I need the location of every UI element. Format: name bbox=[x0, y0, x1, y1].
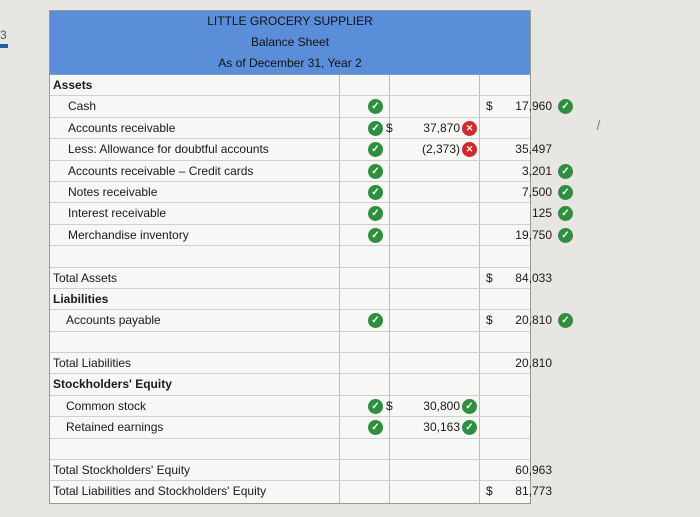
total-equity-amount[interactable]: 60,963 bbox=[515, 463, 552, 478]
total-assets-amount[interactable]: 84,033 bbox=[515, 270, 552, 285]
check-icon: ✓ bbox=[368, 99, 383, 114]
ap-amount[interactable]: 20,810 bbox=[515, 313, 552, 328]
ar-cc-label[interactable]: Accounts receivable – Credit cards bbox=[50, 161, 340, 181]
dollar-sign: $ bbox=[486, 484, 493, 499]
check-icon: ✓ bbox=[462, 399, 477, 414]
ar-cc-amount[interactable]: 3,201 bbox=[521, 163, 552, 178]
check-icon: ✓ bbox=[368, 228, 383, 243]
allowance-amount[interactable]: (2,373) bbox=[421, 142, 460, 157]
check-icon: ✓ bbox=[368, 164, 383, 179]
row-common-stock bbox=[50, 396, 530, 417]
ar-amount[interactable]: 37,870 bbox=[423, 120, 460, 135]
interest-label[interactable]: Interest receivable bbox=[50, 203, 340, 223]
check-icon: ✓ bbox=[368, 185, 383, 200]
statement-date: As of December 31, Year 2 bbox=[218, 56, 362, 70]
statement-name: Balance Sheet bbox=[250, 35, 330, 49]
row-allowance bbox=[50, 139, 552, 160]
dollar-sign: $ bbox=[386, 398, 393, 413]
dollar-sign: $ bbox=[386, 120, 393, 135]
check-icon: ✓ bbox=[558, 164, 573, 179]
total-liabilities-equity-label[interactable]: Total Liabilities and Stockholders' Equity bbox=[50, 481, 340, 502]
dollar-sign: $ bbox=[486, 313, 493, 328]
check-icon: ✓ bbox=[368, 206, 383, 221]
check-icon: ✓ bbox=[368, 313, 383, 328]
row-accounts-receivable bbox=[50, 118, 530, 139]
row-total-liabilities-equity bbox=[50, 481, 552, 502]
cross-icon: ✕ bbox=[462, 121, 477, 136]
check-icon: ✓ bbox=[558, 206, 573, 221]
sheet-header bbox=[50, 11, 530, 75]
row-ar-credit-cards bbox=[50, 161, 570, 182]
row-accounts-payable bbox=[50, 310, 570, 331]
common-stock-label[interactable]: Common stock bbox=[50, 396, 340, 416]
total-liabilities-equity-amount[interactable]: 81,773 bbox=[515, 484, 552, 499]
liabilities-heading: Liabilities bbox=[50, 289, 340, 309]
total-assets-label[interactable]: Total Assets bbox=[50, 268, 340, 288]
check-icon: ✓ bbox=[558, 228, 573, 243]
company-name: LITTLE GROCERY SUPPLIER bbox=[207, 14, 373, 28]
check-icon: ✓ bbox=[462, 420, 477, 435]
retained-earnings-amount[interactable]: 30,163 bbox=[423, 420, 460, 435]
equity-heading: Stockholders' Equity bbox=[50, 374, 340, 394]
cash-amount[interactable]: 17,960 bbox=[515, 99, 552, 114]
notes-label[interactable]: Notes receivable bbox=[50, 182, 340, 202]
row-blank bbox=[50, 439, 530, 460]
row-assets-title bbox=[50, 75, 530, 96]
check-icon: ✓ bbox=[558, 185, 573, 200]
common-stock-amount[interactable]: 30,800 bbox=[423, 398, 460, 413]
progress-marker bbox=[0, 44, 8, 48]
row-total-equity bbox=[50, 460, 552, 481]
dollar-sign: $ bbox=[486, 270, 493, 285]
row-cash bbox=[50, 96, 570, 117]
row-liabilities-title bbox=[50, 289, 530, 310]
assets-heading: Assets bbox=[50, 75, 340, 95]
interest-amount[interactable]: 125 bbox=[531, 206, 552, 221]
row-merchandise-inventory bbox=[50, 225, 570, 246]
row-blank bbox=[50, 246, 530, 267]
allowance-label[interactable]: Less: Allowance for doubtful accounts bbox=[50, 139, 340, 159]
check-icon: ✓ bbox=[368, 399, 383, 414]
row-equity-title bbox=[50, 374, 530, 395]
check-icon: ✓ bbox=[368, 420, 383, 435]
dollar-sign: $ bbox=[486, 99, 493, 114]
row-retained-earnings bbox=[50, 417, 530, 438]
notes-amount[interactable]: 7,500 bbox=[521, 184, 552, 199]
inventory-amount[interactable]: 19,750 bbox=[515, 227, 552, 242]
row-total-assets bbox=[50, 268, 552, 289]
row-interest-receivable bbox=[50, 203, 570, 224]
check-icon: ✓ bbox=[368, 121, 383, 136]
row-total-liabilities bbox=[50, 353, 552, 374]
check-icon: ✓ bbox=[558, 99, 573, 114]
cash-label[interactable]: Cash bbox=[50, 96, 340, 116]
ap-label[interactable]: Accounts payable bbox=[50, 310, 340, 330]
inventory-label[interactable]: Merchandise inventory bbox=[50, 225, 340, 245]
total-liabilities-label[interactable]: Total Liabilities bbox=[50, 353, 340, 373]
check-icon: ✓ bbox=[558, 313, 573, 328]
cross-icon: ✕ bbox=[462, 142, 477, 157]
ar-label[interactable]: Accounts receivable bbox=[50, 118, 340, 138]
ar-net-amount[interactable]: 35,497 bbox=[515, 142, 552, 157]
retained-earnings-label[interactable]: Retained earnings bbox=[50, 417, 340, 437]
balance-sheet bbox=[49, 10, 570, 504]
check-icon: ✓ bbox=[368, 142, 383, 157]
row-notes-receivable bbox=[50, 182, 570, 203]
total-equity-label[interactable]: Total Stockholders' Equity bbox=[50, 460, 340, 480]
row-blank bbox=[50, 332, 530, 353]
page-number: 3 bbox=[0, 28, 7, 42]
total-liabilities-amount[interactable]: 20,810 bbox=[515, 356, 552, 371]
cursor-mark bbox=[597, 120, 601, 130]
